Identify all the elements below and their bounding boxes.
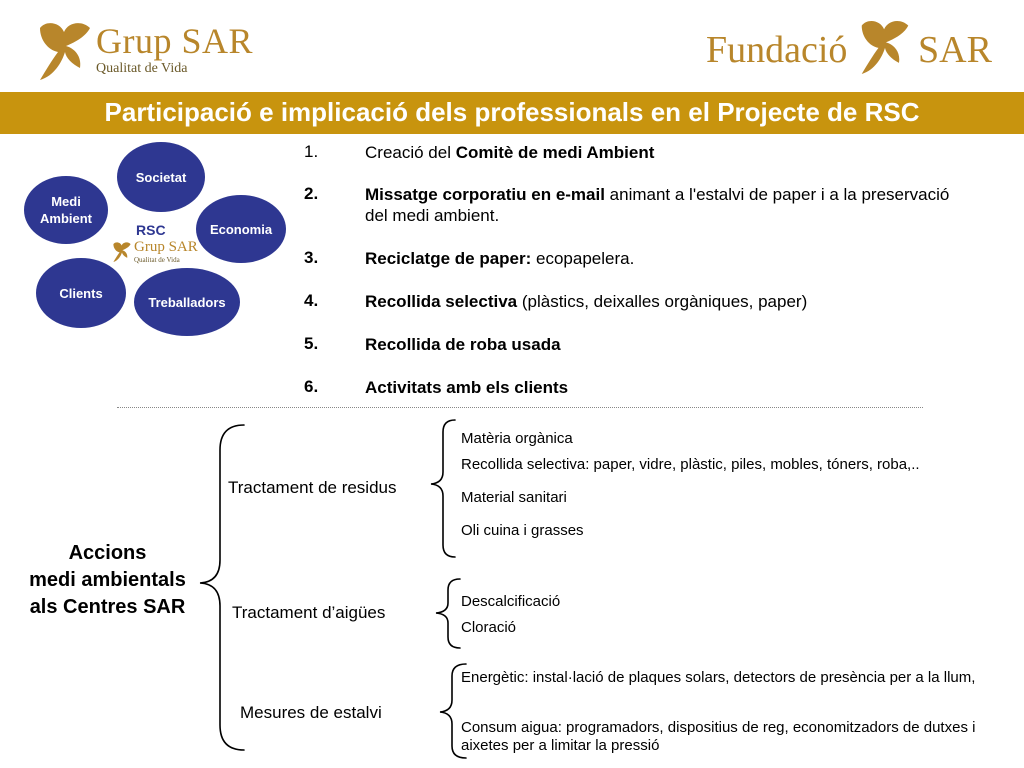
root-line-3: als Centres SAR [29,596,186,618]
fundacio-logo-name-b: SAR [918,29,992,71]
leaf-energetic: Energètic: instal·lació de plaques solars, detectors de presència per a la llum, [461,669,976,686]
bubble-treballadors: Treballadors [134,268,240,336]
list-item-3-bold: Reciclatge de paper: [365,249,532,268]
grup-sar-logo-subtitle: Qualitat de Vida [96,61,188,76]
list-item-5-number: 5. [304,334,319,353]
leaf-materia-organica: Matèria orgànica [461,430,573,447]
root-line-2: medi ambientals [29,569,186,591]
fundacio-logo-name-a: Fundació [706,29,848,71]
root-line-1: Accions [68,542,147,564]
list-item-3-number: 3. [304,248,319,267]
list-item-4-post: (plàstics, deixalles orgàniques, paper) [517,292,808,311]
list-item-2-post: animant a l'estalvi de paper i a la preservació del medi ambient. [365,185,950,225]
list-item-2-bold: Missatge corporatiu en e-mail [365,185,605,204]
list-item-1-pre: Creació del [365,143,456,162]
leaf-oli-cuina: Oli cuina i grasses [461,522,584,539]
list-item-1-bold: Comitè de medi Ambient [455,143,655,162]
list-item-4-number: 4. [304,291,319,310]
rsc-mini-logo-name: Grup SAR [134,239,198,255]
list-item-4-bold: Recollida selectiva [365,292,518,311]
leaf-cloracio: Cloració [461,619,517,636]
page-title: Participació e implicació dels professionals en el Projecte de RSC [104,97,920,127]
rsc-mini-logo-subtitle: Qualitat de Vida [134,256,180,264]
list-item-3-post: ecopapelera. [531,249,635,268]
bubble-medi-ambient: Medi Ambient [24,176,108,244]
list-item-6-number: 6. [304,377,319,396]
bubble-clients: Clients [36,258,126,328]
list-item-6-bold: Activitats amb els clients [365,378,569,397]
branch-label-estalvi: Mesures de estalvi [240,703,382,722]
list-item-5-bold: Recollida de roba usada [365,335,561,354]
leaf-recollida-selectiva: Recollida selectiva: paper, vidre, plàstic, piles, mobles, tóners, roba,.. [461,456,920,473]
grup-sar-logo-name: Grup SAR [96,21,254,61]
leaf-consum-aigua: Consum aigua: programadors, dispositius de reg, economitzadors de dutxes i aixetes per a limitar la pressió [461,719,976,754]
bubble-economia: Economia [196,195,286,263]
rsc-center-label: RSC [136,222,166,238]
list-item-1-number: 1. [304,142,319,161]
list-item-2-number: 2. [304,184,319,203]
leaf-descalcificacio: Descalcificació [461,593,561,610]
branch-label-aigues: Tractament d’aigües [232,603,386,622]
branch-label-residus: Tractament de residus [228,478,397,497]
bubble-societat: Societat [117,142,205,212]
leaf-material-sanitari: Material sanitari [461,489,567,506]
